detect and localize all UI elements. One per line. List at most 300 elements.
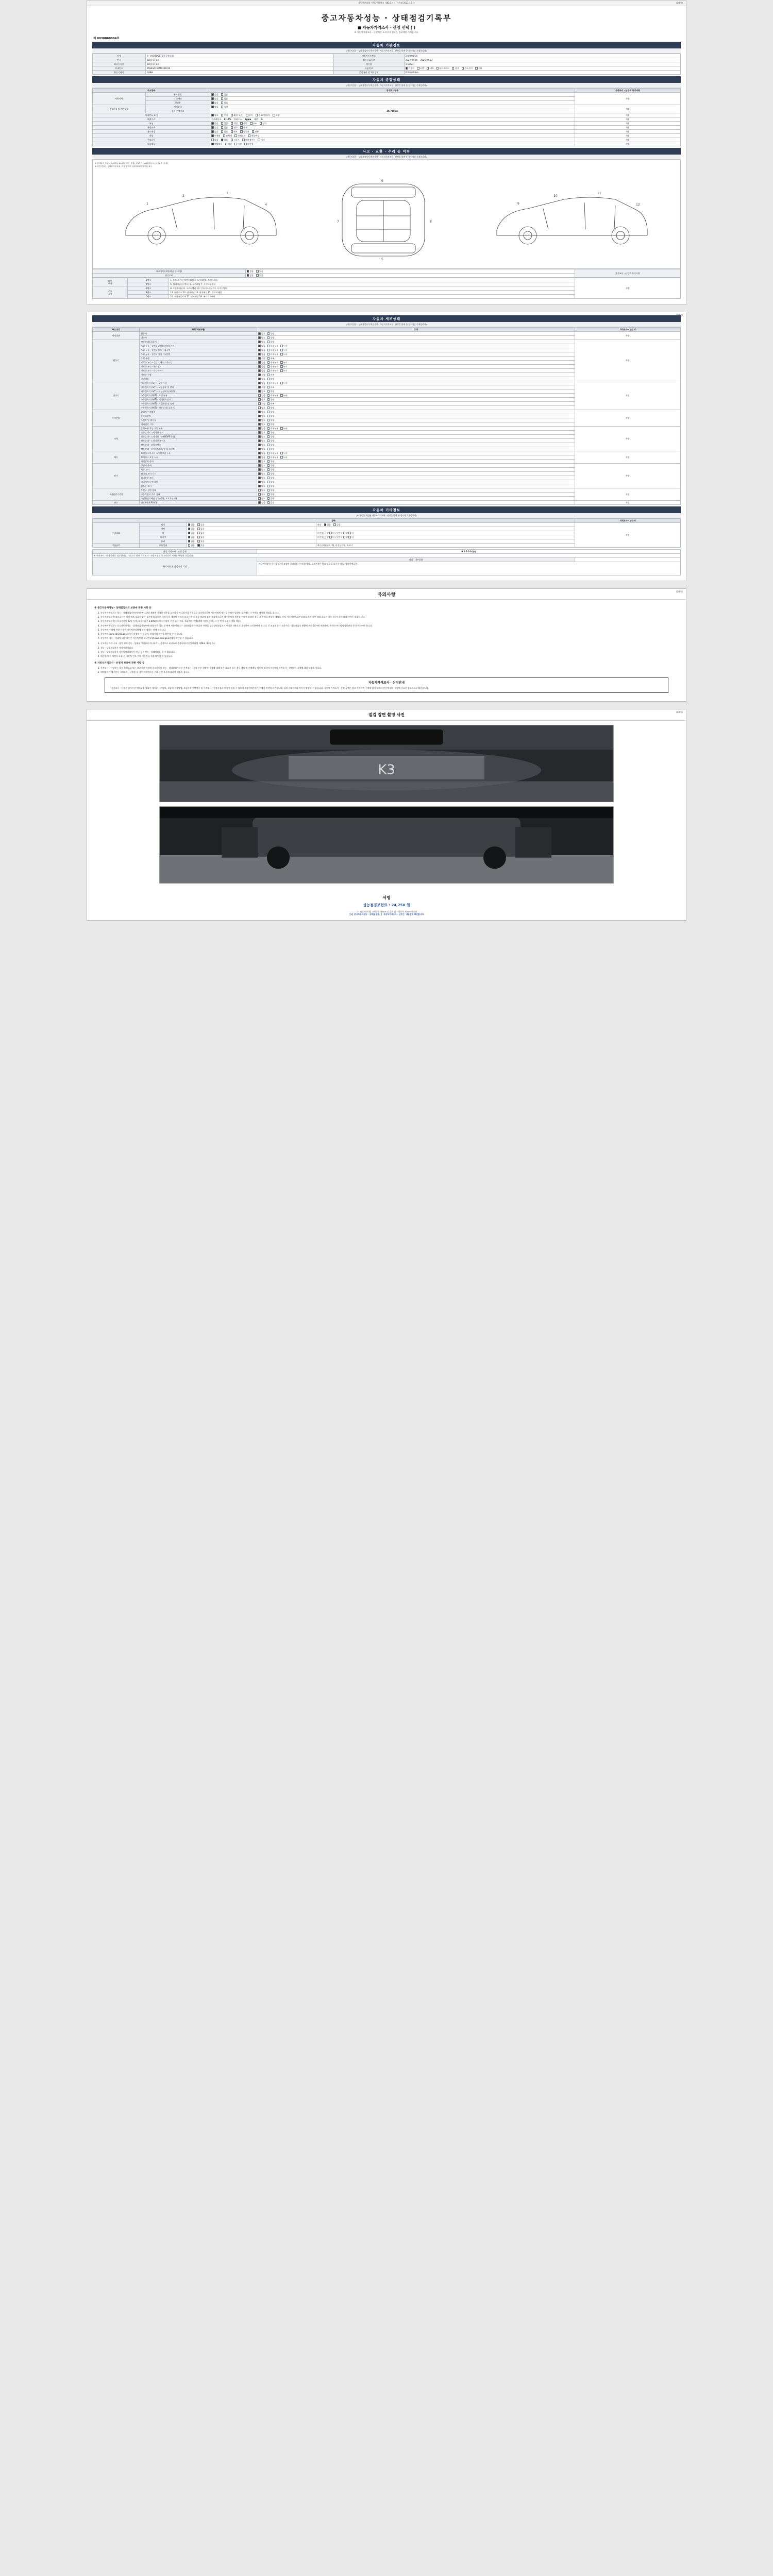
checkbox-icon[interactable] [267,497,270,500]
tuning-structure[interactable]: 구조 [250,122,257,125]
checkbox-icon[interactable] [258,481,261,483]
checkbox-icon[interactable] [258,345,261,347]
option-양호[interactable]: 양호 [258,468,265,471]
tire-none[interactable]: 없음 [188,536,195,538]
checkbox-icon[interactable] [258,402,261,405]
detail-item-options [257,455,575,460]
checkbox-icon[interactable] [258,456,261,459]
checkbox-icon[interactable] [267,501,270,504]
checkbox-icon[interactable] [267,357,270,360]
option-없음[interactable]: 없음 [258,345,265,347]
checkbox-icon[interactable] [280,353,283,355]
checkbox-icon[interactable] [258,431,261,434]
checkbox-icon[interactable] [267,485,270,487]
vin-good[interactable]: 양호 [211,114,218,116]
checkbox-icon[interactable] [258,386,261,388]
detail-row [93,464,681,468]
checkbox-icon[interactable] [258,444,261,446]
others-table [92,518,681,548]
checkbox-icon[interactable] [258,464,261,467]
basic-yes[interactable]: 있음 [197,544,204,547]
option-미세누수[interactable]: 미세누수 [267,361,278,364]
basic-none[interactable]: 없음 [188,544,195,547]
checkbox-icon[interactable] [258,489,261,492]
option-양호[interactable]: 양호 [258,472,265,475]
tuning-yes[interactable]: 있음 [221,122,228,125]
option-미세누유[interactable]: 미세누유 [267,394,278,397]
option-불량[interactable]: 불량 [267,431,274,434]
option-양호[interactable]: 양호 [258,378,265,380]
commercial-none[interactable]: 없음 [211,101,218,104]
option-누유[interactable]: 누유 [280,427,287,430]
glass-none[interactable]: 없음 [188,540,195,543]
checkbox-icon[interactable] [267,435,270,438]
fuel-option-ev[interactable]: 전기 [452,67,459,70]
option-양호[interactable]: 양호 [258,481,265,483]
checkbox-icon[interactable] [258,497,261,500]
options-navigation[interactable]: 내비게이션 [242,139,255,141]
option-없음[interactable]: 없음 [258,501,265,504]
sheet-page-2 [87,312,686,581]
options-etc[interactable]: 기타 [258,139,264,141]
checkbox-icon[interactable] [258,378,261,380]
gauge-good[interactable]: 양호 [211,106,218,108]
checkbox-icon[interactable] [267,353,270,355]
option-불량[interactable]: 불량 [267,415,274,417]
option-누유[interactable]: 누유 [280,394,287,397]
checkbox-icon[interactable] [258,382,261,384]
option-양호[interactable]: 양호 [258,497,265,500]
usechange2-none[interactable]: 없음 [211,130,218,133]
options-none[interactable]: 없음 [211,139,218,141]
checkbox-icon[interactable] [267,452,270,454]
checkbox-icon[interactable] [258,353,261,355]
checkbox-icon[interactable] [267,365,270,368]
checkbox-icon[interactable] [280,452,283,454]
fuel-option-gasoline[interactable]: 가솔린 [406,67,414,70]
others-head-3: 가격조사 · 산정액 [575,519,680,523]
vin-altered[interactable]: 변조(변타흔) [256,114,270,116]
fuel-option-lpg[interactable]: LPG [427,67,433,70]
checkbox-icon[interactable] [280,382,283,384]
option-불량[interactable]: 불량 [267,406,274,409]
option-불량[interactable]: 불량 [267,435,274,438]
option-적정[interactable]: 적정 [258,357,265,360]
checkbox-icon[interactable] [258,448,261,450]
tuning-device[interactable]: 장치 [260,122,266,125]
row-label-tuning: 튜닝 [93,122,210,126]
checkbox-icon[interactable] [280,427,283,430]
simple-repair-yes[interactable]: 있음 [256,274,263,277]
checkbox-icon[interactable] [258,485,261,487]
checkbox-icon[interactable] [267,456,270,459]
checkbox-icon[interactable] [258,452,261,454]
others-sub-wheel: 휠 [140,531,187,535]
option-불량[interactable]: 불량 [267,332,274,335]
usechange2-business[interactable]: 영업용 [240,130,249,133]
polish-yes[interactable]: 있음 [197,528,204,530]
option-양호[interactable]: 양호 [258,485,265,487]
option-양호[interactable]: 양호 [258,464,265,467]
detail-item-label: 자동변속기 (A/T) - 오일 누유 [140,381,257,385]
option-양호[interactable]: 양호 [258,439,265,442]
checkbox-icon[interactable] [267,464,270,467]
checkbox-icon[interactable] [258,390,261,393]
option-누유[interactable]: 누유 [280,456,287,459]
option-양호[interactable]: 양호 [258,390,265,393]
ext-yes[interactable]: 있음 [197,523,204,526]
checkbox-icon[interactable] [280,369,283,372]
polish-none[interactable]: 없음 [188,528,195,530]
option-누수[interactable]: 누수 [280,361,287,364]
checkbox-icon[interactable] [267,489,270,492]
accident-yes[interactable]: 있음 [256,270,263,273]
option-불량[interactable]: 불량 [267,485,274,487]
checkbox-icon[interactable] [267,336,270,339]
option-불량[interactable]: 불량 [267,341,274,343]
checkbox-icon[interactable] [258,365,261,368]
terms-1-item: 3. 자동차인도일부터 보증기간이 30일 이상, 보증거리가 2,000킬로미터 이상의 기간 또는 거리, 보증계약 건별(발생 이전이 이내, 그 중 먼저 도래한 것을 적용). [100,620,679,623]
checkbox-icon[interactable] [267,386,270,388]
option-없음[interactable]: 없음 [258,369,265,372]
checkbox-icon[interactable] [258,439,261,442]
detail-item-label: 윈도우 모터 [140,484,257,488]
checkbox-icon[interactable] [267,332,270,335]
option-불량[interactable]: 불량 [267,481,274,483]
option-미세누유[interactable]: 미세누유 [267,349,278,351]
checkbox-icon[interactable] [258,460,261,463]
checkbox-icon[interactable] [267,378,270,380]
fuel-option-diesel[interactable]: 디젤 [417,67,424,70]
photo-underbody [159,806,614,884]
option-없음[interactable]: 없음 [258,382,265,384]
checkbox-icon[interactable] [258,468,261,471]
option-불량[interactable]: 불량 [267,448,274,450]
option-누유[interactable]: 누유 [280,345,287,347]
checkbox-icon[interactable] [267,468,270,471]
tire-pos[interactable]: 운전석 앞 뒤 / 동반석 앞 뒤 [317,536,354,538]
option-불량[interactable]: 불량 [267,497,274,500]
vin-damaged[interactable]: 훼손(오손) [231,114,243,116]
lease-none[interactable]: 없음 [211,97,218,100]
checkbox-icon[interactable] [258,374,261,376]
checkbox-icon[interactable] [280,361,283,364]
checkbox-icon[interactable] [267,423,270,426]
option-없음[interactable]: 없음 [258,452,265,454]
checkbox-icon[interactable] [258,369,261,372]
price-use-change-2: 적정 [575,130,680,134]
fuel-option-etc[interactable]: 기타 [475,67,482,70]
detail-item-options [257,464,575,468]
option-미세누유[interactable]: 미세누유 [267,427,278,430]
document-subnote: ※ 자동차가격조사 · 산정액은 소비자가 원하는 경우에만 기재합니다. [354,31,419,33]
option-있음[interactable]: 있음 [267,501,274,504]
detail-item-options [257,476,575,480]
option-부족[interactable]: 부족 [267,402,274,405]
int-yes[interactable]: 있음 [333,523,340,526]
option-양호[interactable]: 양호 [258,460,265,463]
fuel-option-hydrogen[interactable]: 수소전기 [462,67,473,70]
checkbox-icon[interactable] [280,349,283,351]
checkbox-icon[interactable] [258,472,261,475]
recall-notdone[interactable]: 미이행 [244,143,253,145]
wheel-yes[interactable]: 있음 [197,532,204,534]
detail-row [93,381,681,385]
overall-table [92,88,681,146]
wheel-fl[interactable]: 운전석 앞 뒤 / 동반석 앞 뒤 [317,532,354,534]
others-cell-glass-extra [316,539,575,544]
option-없음[interactable]: 없음 [258,365,265,368]
int-none[interactable]: 없음 [324,523,331,526]
option-양호[interactable]: 양호 [258,477,265,479]
checkbox-icon[interactable] [267,460,270,463]
option-불량[interactable]: 불량 [267,411,274,413]
option-미세누수[interactable]: 미세누수 [267,365,278,368]
checkbox-icon[interactable] [280,394,283,397]
option-적정[interactable]: 적정 [258,386,265,388]
checkbox-icon[interactable] [258,423,261,426]
tuning-legal[interactable]: 적법 [231,122,238,125]
checkbox-icon[interactable] [267,448,270,450]
option-양호[interactable]: 양호 [258,493,265,496]
emission-hc-label: 탄화수소 [233,118,242,121]
option-불량[interactable]: 불량 [267,460,274,463]
special-none[interactable]: 없음 [211,126,218,129]
checkbox-icon[interactable] [258,349,261,351]
checkbox-icon[interactable] [258,332,261,335]
option-누유[interactable]: 누유 [280,452,287,454]
checkbox-icon[interactable] [258,341,261,343]
option-미세누수[interactable]: 미세누수 [267,369,278,372]
checkbox-icon[interactable] [267,439,270,442]
option-미세누유[interactable]: 미세누유 [267,382,278,384]
tire-yes[interactable]: 있음 [197,536,204,538]
checkbox-icon[interactable] [267,472,270,475]
detail-item-label: 연료누출(LPG포함) [140,501,257,505]
glass-yes[interactable]: 있음 [197,540,204,543]
vin-corrosion[interactable]: 부식 [221,114,228,116]
detail-group-8: 연료 [93,501,140,505]
checkbox-icon[interactable] [267,444,270,446]
checkbox-icon[interactable] [280,365,283,368]
option-불량[interactable]: 불량 [267,439,274,442]
option-양호[interactable]: 양호 [258,431,265,434]
option-불량[interactable]: 불량 [267,378,274,380]
checkbox-icon[interactable] [258,336,261,339]
option-불량[interactable]: 불량 [267,489,274,492]
detail-item-label: 작동상태 (공회전) [140,340,257,344]
others-cell-wheel [187,531,316,535]
checkbox-icon[interactable] [267,481,270,483]
checkbox-icon[interactable] [258,394,261,397]
simple-repair-none[interactable]: 없음 [247,274,254,277]
option-누유[interactable]: 누유 [280,349,287,351]
option-부족[interactable]: 부족 [267,374,274,376]
checkbox-icon[interactable] [258,501,261,504]
option-양호[interactable]: 양호 [258,341,265,343]
recall-done[interactable]: 이행 [234,143,241,145]
checkbox-icon[interactable] [258,357,261,360]
use-change-none[interactable]: 없음 [211,93,218,96]
checkbox-icon[interactable] [267,345,270,347]
svg-text:1: 1 [146,202,148,206]
checkbox-icon[interactable] [267,427,270,430]
frame-parts-2: 5. 쿼터패널(뒤 펜더) 6. 루프패널 7. 사이드실패널 [169,282,575,286]
checkbox-icon[interactable] [258,415,261,417]
checkbox-icon[interactable] [267,374,270,376]
color-full-repaint[interactable]: 전체도색 [234,134,245,137]
accident-none[interactable]: 없음 [247,270,254,273]
price-options: 적정 [575,138,680,142]
commercial-yes[interactable]: 있음 [221,101,228,104]
lease-yes[interactable]: 있음 [221,97,228,100]
option-미세누유[interactable]: 미세누유 [267,452,278,454]
option-불량[interactable]: 불량 [267,336,274,339]
option-없음[interactable]: 없음 [258,349,265,351]
option-불량[interactable]: 불량 [267,464,274,467]
checkbox-icon[interactable] [258,406,261,409]
option-양호[interactable]: 양호 [258,332,265,335]
checkbox-icon[interactable] [267,369,270,372]
option-불량[interactable]: 불량 [267,419,274,421]
option-누수[interactable]: 누수 [280,365,287,368]
checkbox-icon[interactable] [280,456,283,459]
row-label-mileage: 주행거리 및 계기상태 [93,105,146,113]
option-불량[interactable]: 불량 [267,468,274,471]
checkbox-icon[interactable] [267,394,270,397]
option-양호[interactable]: 양호 [258,415,265,417]
checkbox-icon[interactable] [267,361,270,364]
ext-none[interactable]: 없음 [188,523,195,526]
option-누유[interactable]: 누유 [280,382,287,384]
color-chromatic[interactable]: 유채색 [223,134,232,137]
gauge-bad[interactable]: 불량 [221,106,228,108]
checkbox-icon[interactable] [267,349,270,351]
option-없음[interactable]: 없음 [258,456,265,459]
options-sunroof[interactable]: 선루프 [231,139,240,141]
checkbox-icon[interactable] [258,435,261,438]
tuning-illegal[interactable]: 불법 [240,122,247,125]
usechange2-rent[interactable]: 렌트 [231,130,238,133]
checkbox-icon[interactable] [258,411,261,413]
checkbox-icon[interactable] [267,402,270,405]
detail-group-6: 전기 [93,464,140,488]
option-적정[interactable]: 적정 [258,374,265,376]
detail-item-options [257,468,575,472]
option-불량[interactable]: 불량 [267,493,274,496]
tuning-none[interactable]: 없음 [211,122,218,125]
option-양호[interactable]: 양호 [258,489,265,492]
checkbox-icon[interactable] [267,398,270,401]
option-없음[interactable]: 없음 [258,361,265,364]
option-부족[interactable]: 부족 [267,386,274,388]
option-양호[interactable]: 양호 [258,406,265,409]
option-미세누유[interactable]: 미세누유 [267,456,278,459]
use-change-yes[interactable]: 있음 [221,93,228,96]
checkbox-icon[interactable] [258,361,261,364]
usechange2-gov[interactable]: 관용 [252,130,259,133]
option-불량[interactable]: 불량 [267,444,274,446]
section-detail-title: 자동차 세부상태 [92,315,681,322]
checkbox-icon[interactable] [258,427,261,430]
color-achromatic[interactable]: 무채색 [211,134,220,137]
detail-item-options [257,369,575,373]
option-양호[interactable]: 양호 [258,419,265,421]
option-부족[interactable]: 부족 [267,357,274,360]
checkbox-icon[interactable] [267,431,270,434]
checkbox-icon[interactable] [267,382,270,384]
option-없음[interactable]: 없음 [258,427,265,430]
photo-underbody-svg [160,807,613,883]
special-yes[interactable]: 있음 [221,126,228,129]
option-불량[interactable]: 불량 [267,472,274,475]
checkbox-icon[interactable] [267,406,270,409]
option-양호[interactable]: 양호 [258,435,265,438]
terms-1-item: 7. 자동차의 성능 · 상태에 대한 확인은 자동차민원 대국민포털(www.ecar.go.kr)에서 확인할 수 있습니다. [100,637,679,640]
option-불량[interactable]: 불량 [267,398,274,401]
checkbox-icon[interactable] [280,345,283,347]
option-불량[interactable]: 불량 [267,423,274,426]
special-flood[interactable]: 침수 [231,126,238,129]
option-없음[interactable]: 없음 [258,394,265,397]
checkbox-icon[interactable] [267,341,270,343]
checkbox-icon[interactable] [267,411,270,413]
option-불량[interactable]: 불량 [267,390,274,393]
option-없음[interactable]: 없음 [258,353,265,355]
fuel-option-hybrid[interactable]: 하이브리드 [436,67,449,70]
detail-item-label: 자동변속기 (A/T) - 작동상태 (공회전) [140,389,257,394]
option-미세누유[interactable]: 미세누유 [267,345,278,347]
value-engine-type: G4NH [145,71,333,75]
checkbox-icon[interactable] [258,477,261,479]
option-누수[interactable]: 누수 [280,369,287,372]
checkbox-icon[interactable] [267,493,270,496]
option-양호[interactable]: 양호 [258,398,265,401]
option-양호[interactable]: 양호 [258,448,265,450]
color-changed[interactable]: 색상변경 [248,134,259,137]
option-양호[interactable]: 양호 [258,336,265,339]
checkbox-icon[interactable] [267,415,270,417]
detail-item-label: 수동변속기 (M/T) - 작동상태 (공회전) [140,406,257,410]
options-yes[interactable]: 있음 [221,139,228,141]
label-vin: 차대번호 [93,66,146,71]
vin-erased[interactable]: 도말 [273,114,279,116]
option-양호[interactable]: 양호 [258,444,265,446]
checkbox-icon[interactable] [267,477,270,479]
vin-different[interactable]: 상이 [246,114,253,116]
detail-item-options [257,414,575,418]
usechange2-yes[interactable]: 있음 [221,130,228,133]
wheel-none[interactable]: 없음 [188,532,195,534]
option-미세누유[interactable]: 미세누유 [267,353,278,355]
option-양호[interactable]: 양호 [258,411,265,413]
recall-na[interactable]: 해당없음 [211,143,222,145]
checkbox-icon[interactable] [258,398,261,401]
checkbox-icon[interactable] [267,390,270,393]
option-양호[interactable]: 양호 [258,423,265,426]
checkbox-icon[interactable] [258,493,261,496]
option-불량[interactable]: 불량 [267,477,274,479]
special-fire[interactable]: 화재 [240,126,247,129]
option-적정[interactable]: 적정 [258,402,265,405]
option-누유[interactable]: 누유 [280,353,287,355]
checkbox-icon[interactable] [258,419,261,421]
section-basic-title: 자동차 기본정보 [92,42,681,48]
detail-item-label: 커먼레일 [140,377,257,381]
checkbox-icon[interactable] [267,419,270,421]
recall-yes[interactable]: 해당 [225,143,232,145]
cell-use-change [210,93,575,97]
